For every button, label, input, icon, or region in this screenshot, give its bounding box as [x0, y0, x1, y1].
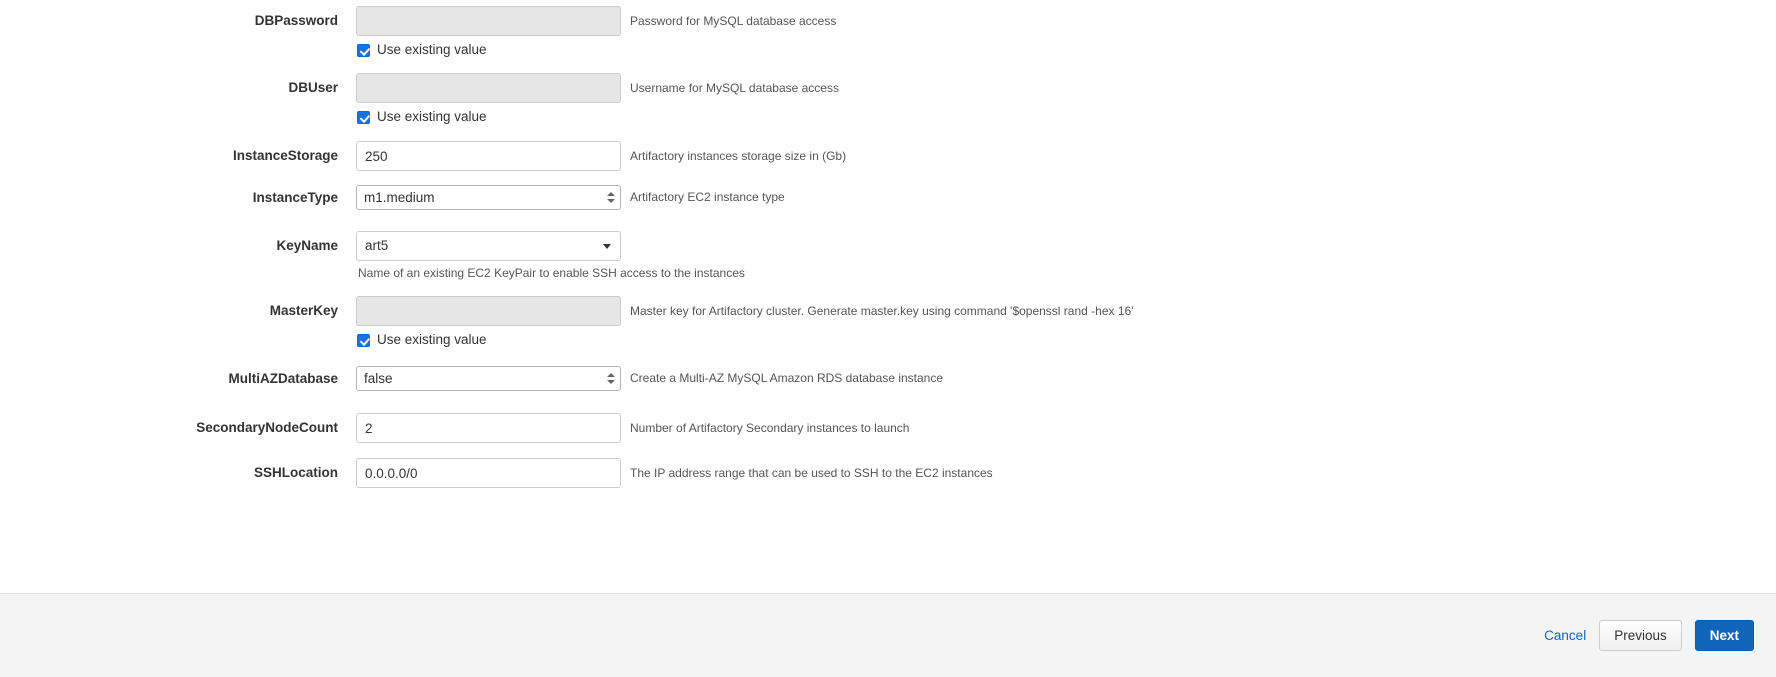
param-control-secondarynodecount [356, 413, 622, 443]
dbuser-input[interactable] [356, 73, 621, 103]
param-row-masterkey [0, 296, 1776, 348]
param-desc-secondarynodecount: Number of Artifactory Secondary instances to launch [630, 421, 910, 435]
keyname-selected-value: art5 [365, 238, 389, 253]
masterkey-use-existing-checkbox-row[interactable] [356, 332, 622, 348]
param-row-instancestorage [0, 141, 1776, 171]
param-label-sshlocation: SSHLocation [253, 465, 338, 480]
secondarynodecount-input[interactable] [356, 413, 621, 443]
param-desc-instancetype: Artifactory EC2 instance type [630, 190, 785, 204]
instancetype-select[interactable] [356, 185, 621, 210]
param-row-sshlocation [0, 458, 1776, 488]
param-desc-multiazdatabase: Create a Multi-AZ MySQL Amazon RDS database instance [630, 371, 944, 385]
param-row-dbpassword [0, 6, 1776, 58]
param-label-masterkey: MasterKey [269, 303, 338, 318]
checkbox-checked-icon[interactable] [357, 111, 370, 124]
stepper-arrows-icon[interactable] [606, 370, 615, 388]
masterkey-input[interactable] [356, 296, 621, 326]
next-button[interactable]: Next [1695, 620, 1754, 651]
footer-actions [1544, 620, 1754, 651]
param-control-instancestorage [356, 141, 622, 171]
param-control-dbpassword [356, 6, 622, 58]
param-row-keyname [0, 231, 1776, 280]
param-control-keyname [356, 231, 745, 280]
param-label-dbuser: DBUser [288, 80, 338, 95]
param-desc-masterkey: Master key for Artifactory cluster. Generate master.key using command '$openssl rand -hex 16' [630, 304, 1134, 318]
param-row-dbuser [0, 73, 1776, 125]
dbpassword-input[interactable] [356, 6, 621, 36]
previous-button[interactable]: Previous [1599, 620, 1682, 651]
param-control-instancetype [356, 183, 622, 210]
dbpassword-use-existing-label: Use existing value [377, 42, 487, 57]
param-control-masterkey [356, 296, 622, 348]
dbuser-use-existing-checkbox-row[interactable] [356, 109, 622, 125]
stepper-arrows-icon[interactable] [606, 189, 615, 207]
param-desc-dbuser: Username for MySQL database access [630, 81, 839, 95]
checkbox-checked-icon[interactable] [357, 334, 370, 347]
multiazdatabase-select[interactable] [356, 366, 621, 391]
dbuser-use-existing-label: Use existing value [377, 109, 487, 124]
param-label-secondarynodecount: SecondaryNodeCount [196, 420, 338, 435]
param-desc-instancestorage: Artifactory instances storage size in (Gb) [630, 149, 847, 163]
sshlocation-input[interactable] [356, 458, 621, 488]
multiazdatabase-selected-value: false [364, 371, 393, 386]
param-row-multiazdatabase [0, 364, 1776, 394]
param-label-instancetype: InstanceType [252, 190, 338, 205]
param-control-multiazdatabase [356, 364, 622, 391]
param-desc-sshlocation: The IP address range that can be used to SSH to the EC2 instances [630, 466, 993, 480]
param-row-instancetype [0, 183, 1776, 213]
param-desc-dbpassword: Password for MySQL database access [630, 14, 837, 28]
keyname-helper-text: Name of an existing EC2 KeyPair to enable SSH access to the instances [358, 266, 745, 280]
param-label-instancestorage: InstanceStorage [232, 148, 338, 163]
param-control-dbuser [356, 73, 622, 125]
chevron-down-icon[interactable] [603, 244, 611, 249]
instancetype-selected-value: m1.medium [364, 190, 435, 205]
param-row-secondarynodecount [0, 413, 1776, 443]
checkbox-checked-icon[interactable] [357, 44, 370, 57]
param-label-keyname: KeyName [276, 238, 338, 253]
wizard-footer [0, 593, 1776, 677]
param-label-multiazdatabase: MultiAZDatabase [228, 371, 338, 386]
dbpassword-use-existing-checkbox-row[interactable] [356, 42, 622, 58]
param-control-sshlocation [356, 458, 622, 488]
instancestorage-input[interactable] [356, 141, 621, 171]
cancel-link[interactable]: Cancel [1544, 628, 1587, 643]
keyname-dropdown[interactable] [356, 231, 621, 261]
masterkey-use-existing-label: Use existing value [377, 332, 487, 347]
param-label-dbpassword: DBPassword [254, 13, 338, 28]
